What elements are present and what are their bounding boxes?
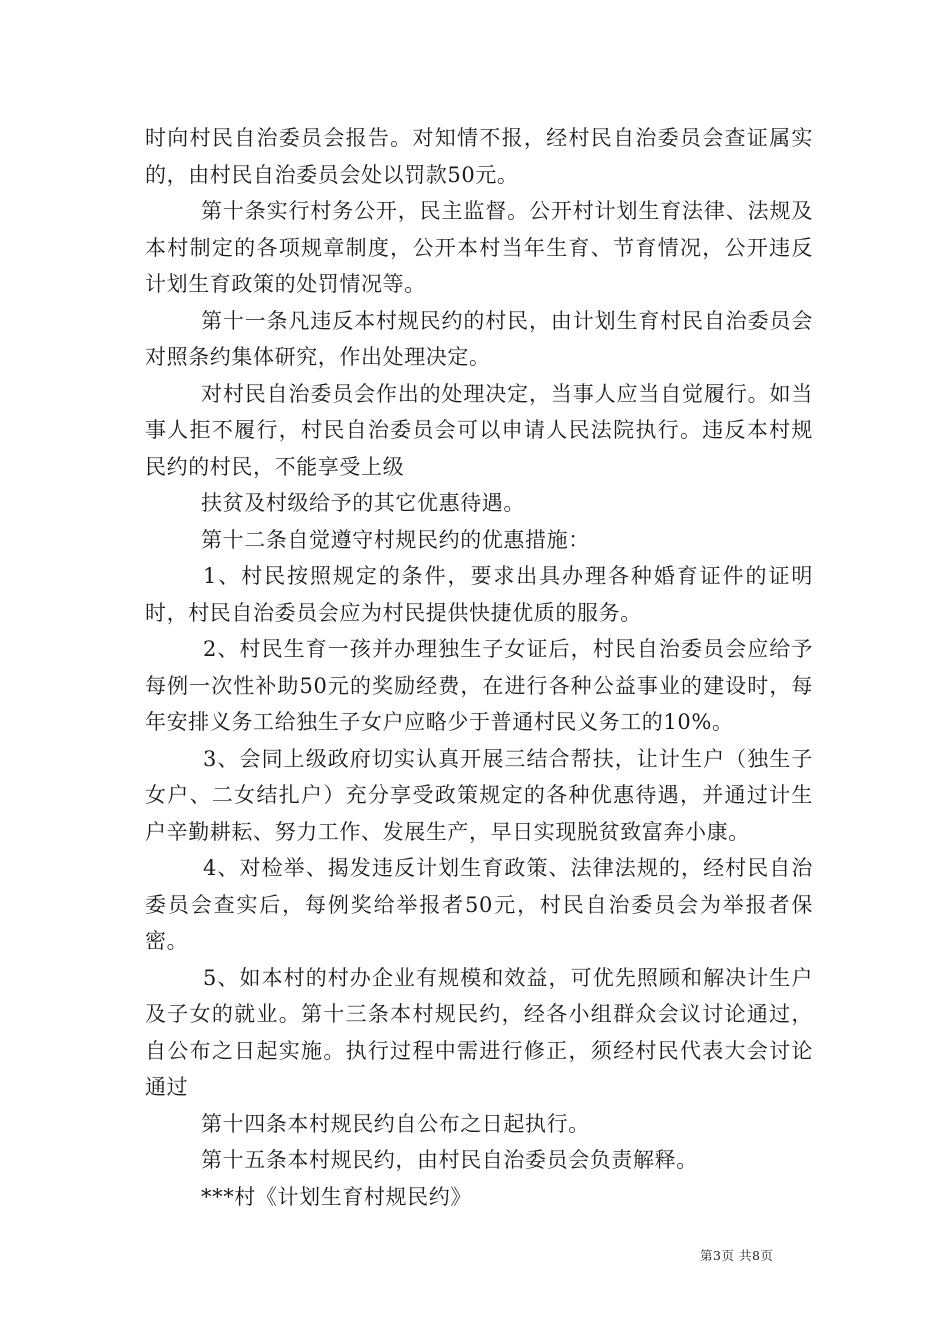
- paragraph-article-10: 第十条实行村务公开，民主监督。公开村计划生育法律、法规及本村制定的各项规章制度，公开本村当年生育、节育情况，公开违反计划生育政策的处罚情况等。: [145, 199, 813, 296]
- footer-prefix: 第: [700, 1248, 714, 1263]
- paragraph-article-14: 第十四条本村规民约自公布之日起执行。: [201, 1111, 590, 1136]
- document-body: [145, 120, 813, 1215]
- document-title-signature: ***村《计划生育村规民约》: [201, 1184, 472, 1209]
- paragraph-article-11: 第十一条凡违反本村规民约的村民，由计划生育村民自治委员会对照条约集体研究，作出处理决定。: [145, 308, 813, 369]
- list-item-4: 4、对检举、揭发违反计划生育政策、法律法规的，经村民自治委员会查实后，每例奖给举报者50元，村民自治委员会为举报者保密。: [145, 856, 813, 953]
- paragraph-decision-compliance: 对村民自治委员会作出的处理决定，当事人应当自觉履行。如当事人拒不履行，村民自治委员会可以申请人民法院执行。违反本村规民约的村民，不能享受上级: [145, 381, 813, 479]
- paragraph-article-12: 第十二条自觉遵守村规民约的优惠措施：: [201, 527, 590, 552]
- list-item-2: 2、村民生育一孩并办理独生子女证后，村民自治委员会应给予每例一次性补助50元的奖励经费，在进行各种公益事业的建设时，每年安排义务工给独生子女户应略少于普通村民义务工的10%。: [145, 637, 813, 734]
- paragraph-1: 时向村民自治委员会报告。对知情不报，经村民自治委员会查证属实的，由村民自治委员会处以罚款50元。: [145, 126, 813, 187]
- footer-total-pages: 8: [751, 1248, 761, 1263]
- footer-suffix: 页: [760, 1248, 774, 1263]
- paragraph-poverty-relief: 扶贫及村级给予的其它优惠待遇。: [201, 491, 525, 515]
- footer-current-page: 3: [713, 1248, 722, 1263]
- page-footer: [700, 1246, 773, 1264]
- list-item-5: 5、如本村的村办企业有规模和效益，可优先照顾和解决计生户及子女的就业。第十三条本村规民约，经各小组群众会议讨论通过，自公布之日起实施。执行过程中需进行修正，须经村民代表大会讨论通过: [145, 965, 813, 1099]
- footer-middle: 页 共: [721, 1248, 752, 1263]
- paragraph-article-15: 第十五条本村规民约，由村民自治委员会负责解释。: [201, 1148, 698, 1172]
- list-item-3: 3、会同上级政府切实认真开展三结合帮扶，让计生户（独生子女户、二女结扎户）充分享受政策规定的各种优惠待遇，并通过计生户辛勤耕耘、努力工作、发展生产，早日实现脱贫致富奔小康。: [145, 746, 813, 844]
- list-item-1: 1、村民按照规定的条件，要求出具办理各种婚育证件的证明时，村民自治委员会应为村民提供快捷优质的服务。: [145, 564, 813, 625]
